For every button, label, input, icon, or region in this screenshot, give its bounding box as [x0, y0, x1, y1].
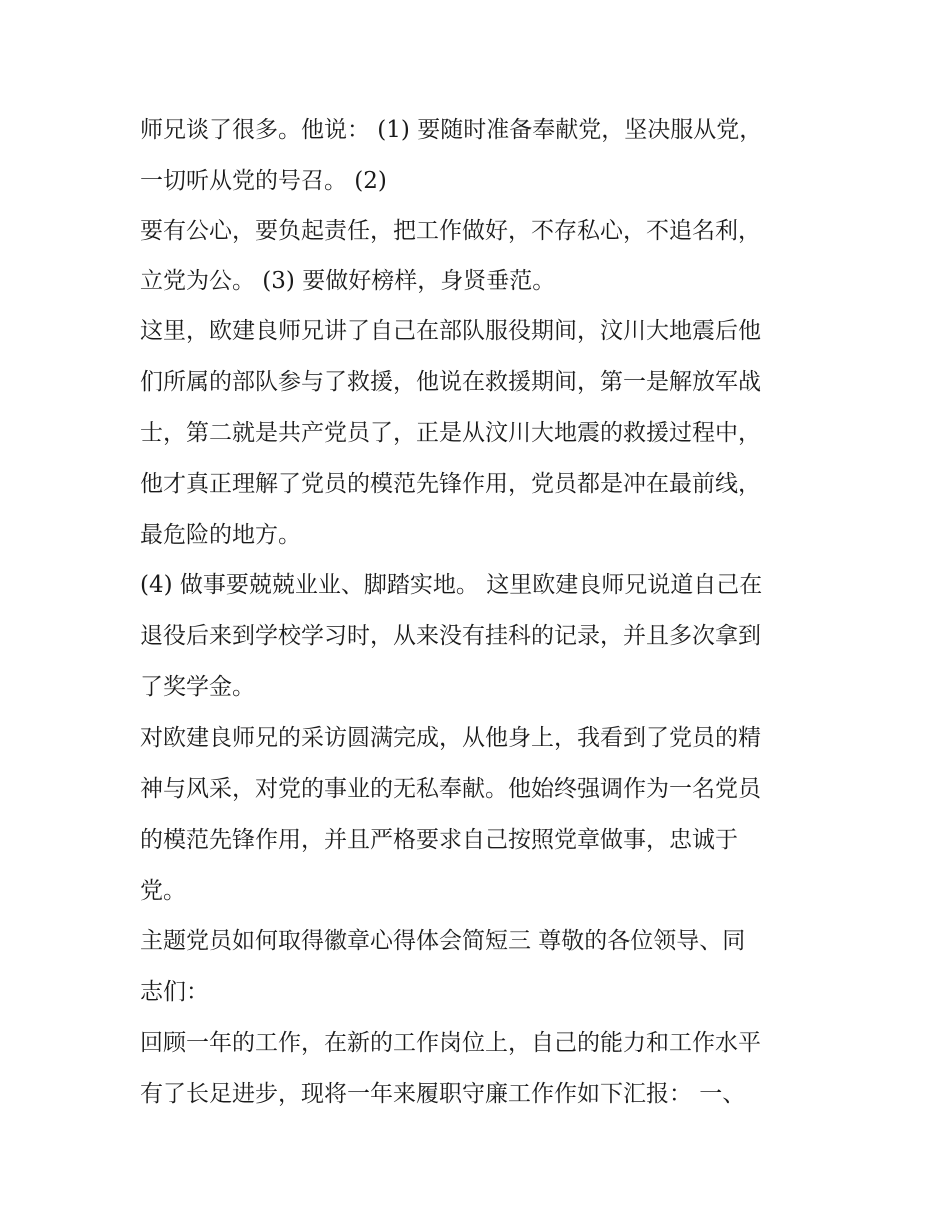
text-line: 神与风采，对党的事业的无私奉献。他始终强调作为一名党员: [140, 776, 761, 802]
text-line: 这里，欧建良师兄讲了自己在部队服役期间，汶川大地震后他: [140, 318, 761, 344]
text-line: 对欧建良师兄的采访圆满完成，从他身上，我看到了党员的精: [140, 725, 761, 751]
text-line: 党。: [140, 878, 186, 904]
text-line: 主题党员如何取得徽章心得体会简短三 尊敬的各位领导、同: [140, 928, 746, 954]
text-line: 退役后来到学校学习时，从来没有挂科的记录，并且多次拿到: [140, 623, 761, 649]
text-line: 回顾一年的工作，在新的工作岗位上，自己的能力和工作水平: [140, 1030, 761, 1056]
text-line: 师兄谈了很多。他说： (1) 要随时准备奉献党，坚决服从党，: [140, 117, 763, 143]
text-line: 们所属的部队参与了救援，他说在救援期间，第一是解放军战: [140, 369, 761, 395]
text-line: 的模范先锋作用，并且严格要求自己按照党章做事，忠诚于: [140, 827, 738, 853]
text-line: 一切听从党的号召。 (2): [140, 168, 387, 194]
text-line: 了奖学金。: [140, 674, 255, 700]
text-line: 士，第二就是共产党员了，正是从汶川大地震的救援过程中，: [140, 420, 761, 446]
text-line: (4) 做事要兢兢业业、脚踏实地。 这里欧建良师兄说道自己在: [140, 572, 763, 598]
text-line: 立党为公。 (3) 要做好榜样，身贤垂范。: [140, 268, 556, 294]
text-line: 要有公心，要负起责任，把工作做好，不存私心，不追名利，: [140, 218, 761, 244]
text-line: 志们：: [140, 979, 209, 1005]
text-line: 最危险的地方。: [140, 522, 301, 548]
text-line: 有了长足进步，现将一年来履职守廉工作作如下汇报： 一、: [140, 1081, 746, 1107]
text-line: 他才真正理解了党员的模范先锋作用，党员都是冲在最前线，: [140, 471, 761, 497]
